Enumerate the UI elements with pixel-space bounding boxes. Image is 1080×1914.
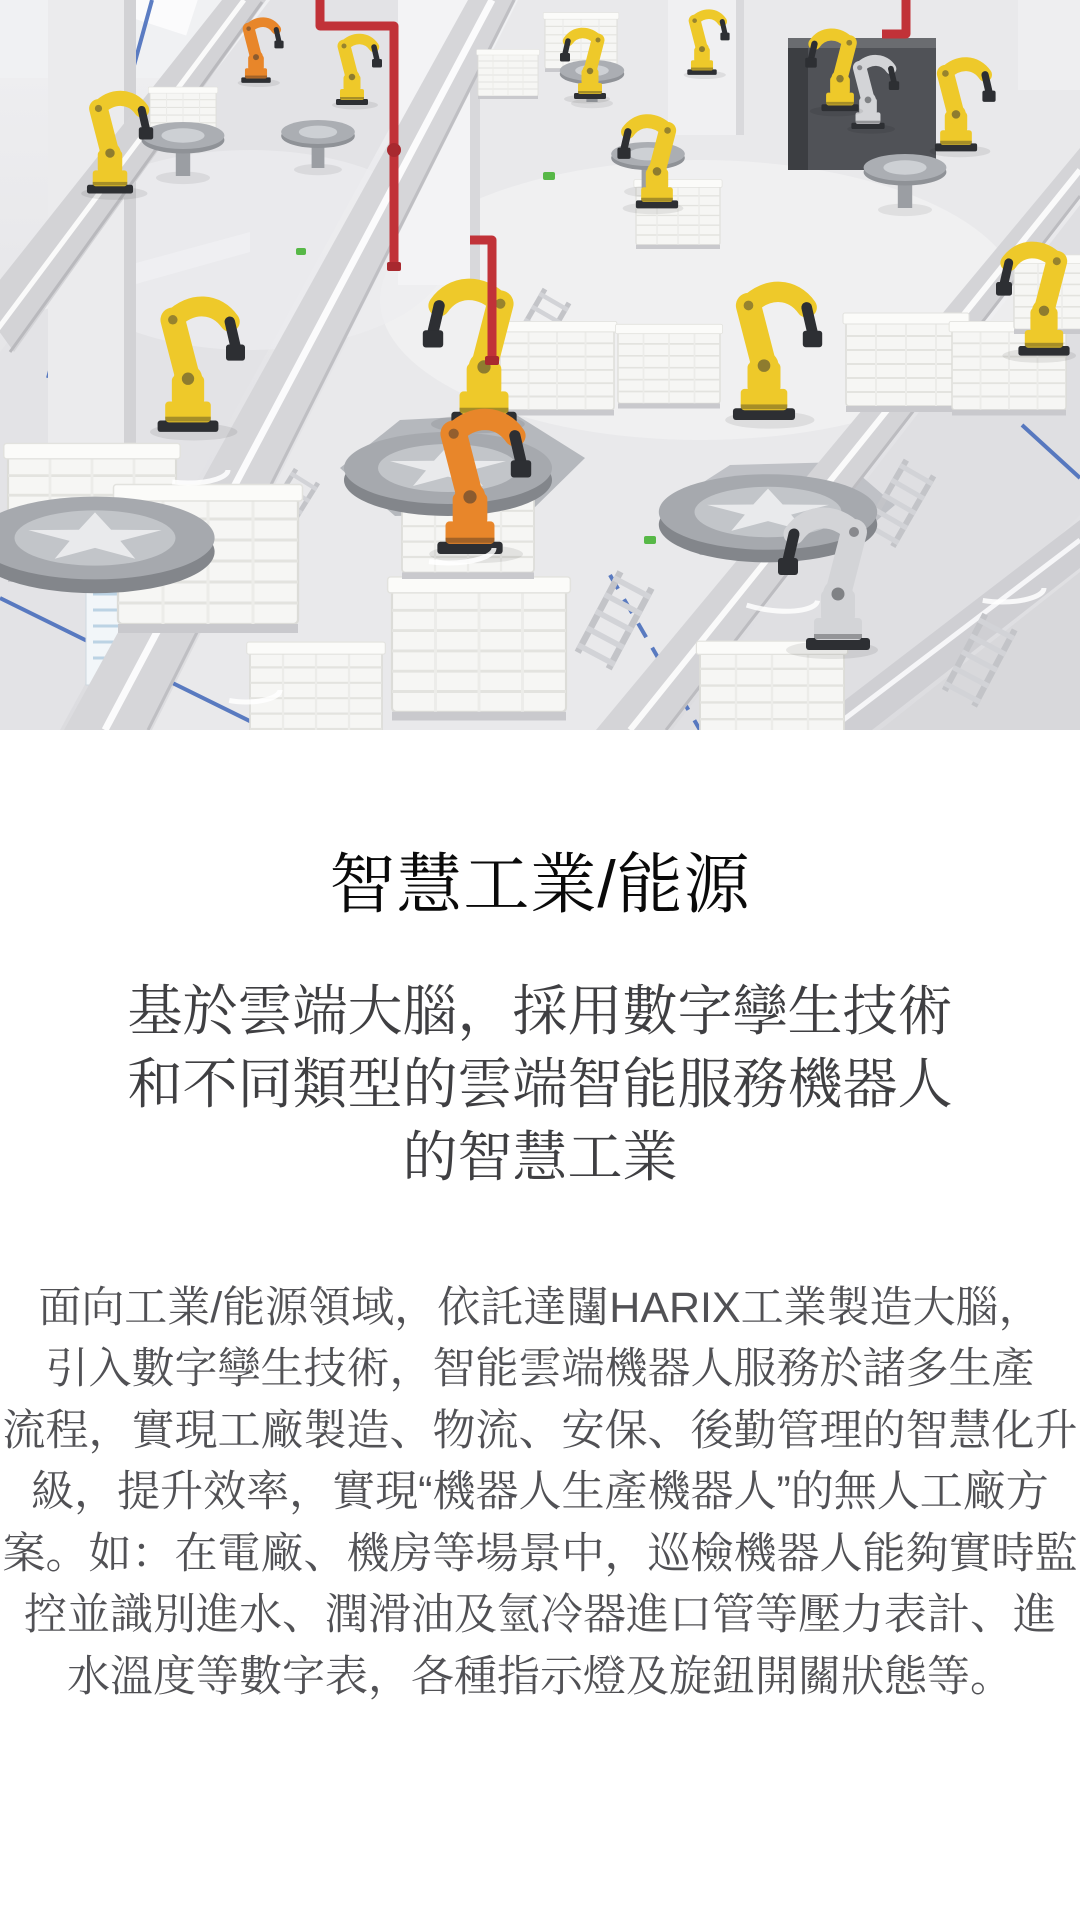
subtitle-line: 和不同類型的雲端智能服務機器人 — [127, 1052, 953, 1115]
body-line: 面向工業/能源領域，依託達闥HARIX工業製造大腦， — [38, 1283, 1042, 1332]
section-subtitle — [0, 975, 1080, 1194]
industry-energy-section — [0, 848, 1080, 1914]
subtitle-line: 的智慧工業 — [402, 1125, 678, 1188]
body-line: 流程，實現工廠製造、物流、安保、後勤管理的智慧化升 — [2, 1406, 1078, 1455]
body-line: 水溫度等數字表，各種指示燈及旋鈕開關狀態等。 — [67, 1652, 1013, 1701]
body-line: 控並識別進水、潤滑油及氫冷器進口管等壓力表計、進 — [24, 1591, 1056, 1640]
section-body-paragraph — [0, 1278, 1080, 1914]
body-line: 案。如：在電廠、機房等場景中，巡檢機器人能夠實時監 — [2, 1529, 1078, 1578]
body-line: 級，提升效率，實現“機器人生產機器人”的無人工廠方 — [31, 1468, 1049, 1517]
body-line: 引入數字孿生技術，智能雲端機器人服務於諸多生產 — [45, 1345, 1035, 1394]
subtitle-line: 基於雲端大腦，採用數字孿生技術 — [127, 979, 953, 1042]
section-title: 智慧工業/能源 — [329, 847, 751, 921]
factory-hero-image — [0, 0, 1080, 730]
factory-scene-illustration — [0, 0, 1080, 730]
